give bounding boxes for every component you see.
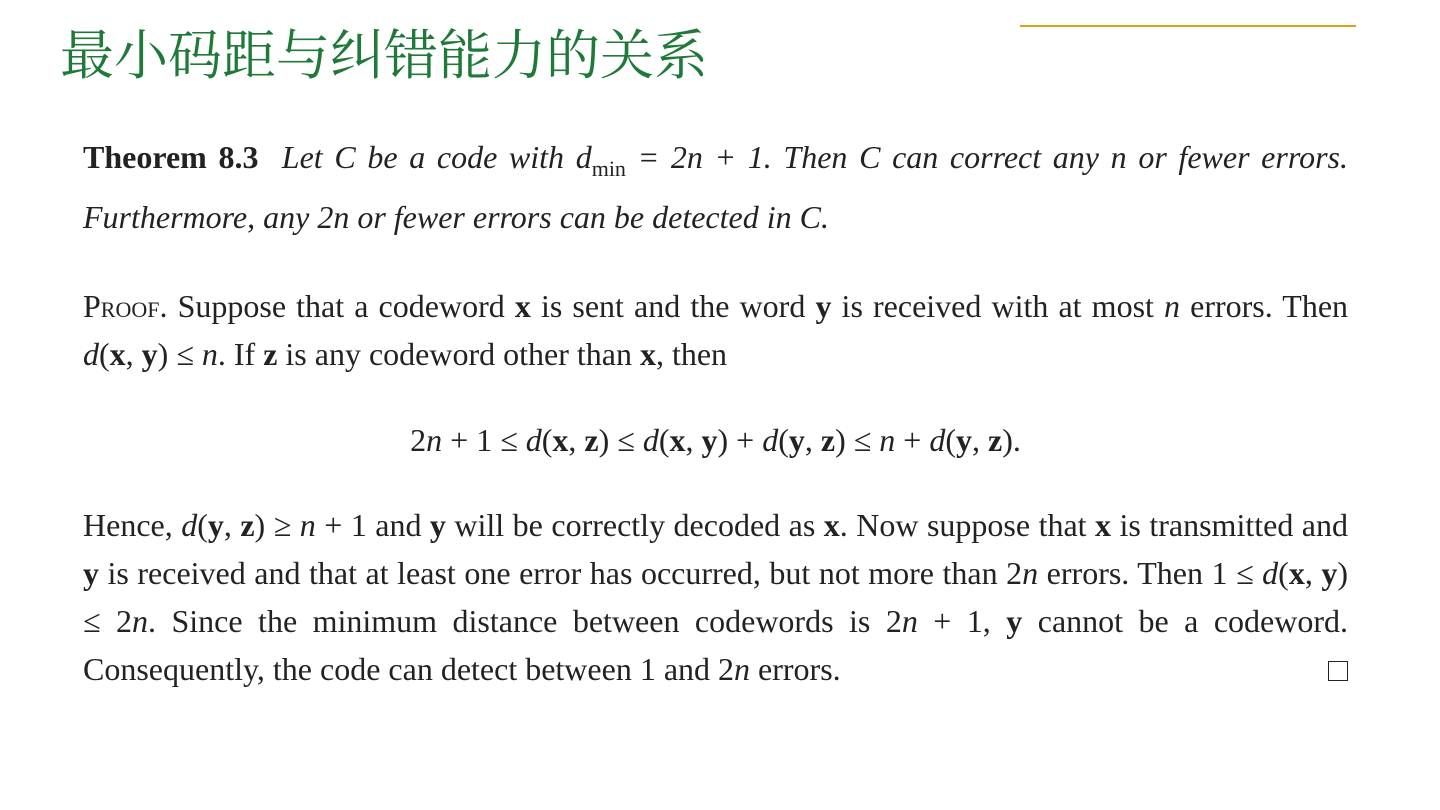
proof-paragraph: Proof. Suppose that a codeword x is sent and the word y is received with at most n errors. Then d(x, y) ≤ n. If z is any codeword other than x, then bbox=[83, 288, 1349, 372]
title-accent-line bbox=[1020, 25, 1356, 27]
conclusion-paragraph: Hence, d(y, z) ≥ n + 1 and y will be correctly decoded as x. Now suppose that x is transmitted and y is received and that at least one error has occurred, but not more than 2n errors. Then 1 ≤ d(x, y) ≤ 2n. Since the minimum distance between codewords is 2n + 1, y cannot be a codeword. Consequently, the code can detect between 1 and 2n errors. bbox=[83, 507, 1349, 687]
slide-title: 最小码距与纠错能力的关系 bbox=[60, 24, 708, 87]
theorem-label: Theorem 8.3 bbox=[83, 139, 259, 175]
theorem-statement: Theorem 8.3 Let C be a code with $d_{min} = 2n + 1$. Then C can correct any n or fewer errors. Furthermore, any 2n or fewer errors can be detected in C. bbox=[83, 139, 1348, 235]
qed-square-icon bbox=[1328, 661, 1348, 681]
proof-label: Proof bbox=[83, 288, 160, 324]
triangle-inequality-equation: 2n + 1 ≤ d(x, z) ≤ d(x, y) + d(y, z) ≤ n + d(y, z). bbox=[410, 422, 1021, 458]
conclusion-block bbox=[83, 501, 1348, 693]
slide-body bbox=[83, 133, 1348, 693]
